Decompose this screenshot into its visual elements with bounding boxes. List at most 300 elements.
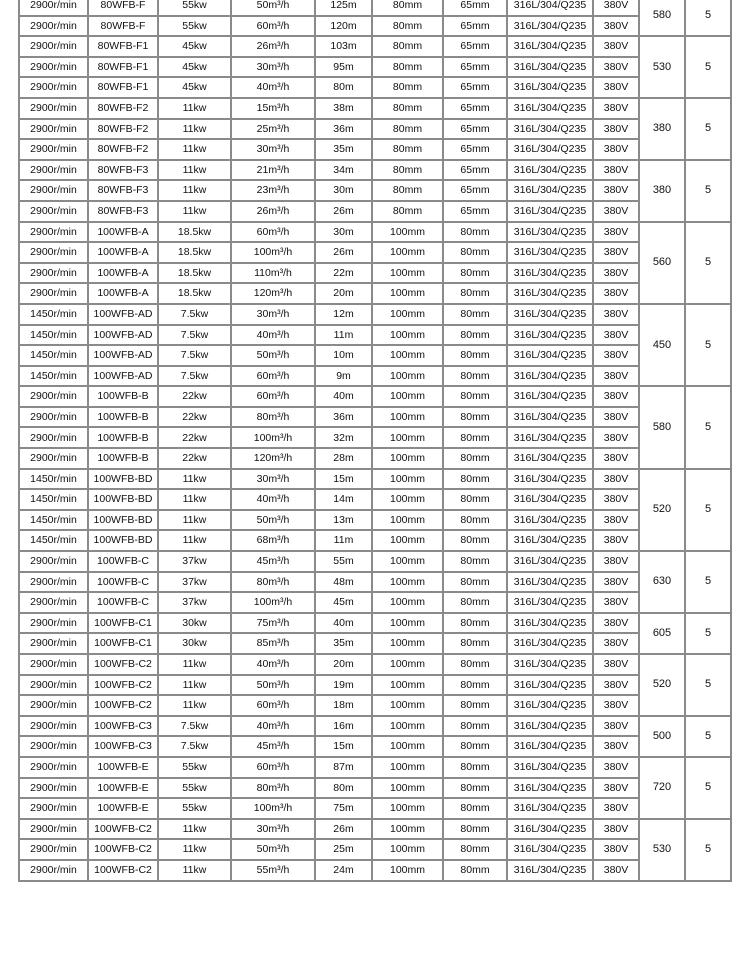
quantity-cell: 5	[685, 304, 731, 386]
quantity-cell: 5	[685, 98, 731, 160]
power-cell: 18.5kw	[158, 283, 231, 304]
head-cell: 75m	[315, 798, 372, 819]
table-row	[19, 695, 731, 716]
power-cell: 55kw	[158, 798, 231, 819]
table-row	[19, 263, 731, 284]
inlet-cell: 80mm	[372, 119, 443, 140]
head-cell: 26m	[315, 201, 372, 222]
weight-cell: 520	[639, 654, 685, 716]
outlet-cell: 65mm	[443, 77, 507, 98]
outlet-cell: 80mm	[443, 778, 507, 799]
flow-cell: 30m³/h	[231, 57, 315, 78]
model-cell: 100WFB-C2	[88, 654, 158, 675]
material-cell: 316L/304/Q235	[507, 263, 593, 284]
quantity-cell: 5	[685, 654, 731, 716]
flow-cell: 60m³/h	[231, 757, 315, 778]
outlet-cell: 80mm	[443, 613, 507, 634]
outlet-cell: 80mm	[443, 839, 507, 860]
voltage-cell: 380V	[593, 36, 639, 57]
table-row	[19, 510, 731, 531]
voltage-cell: 380V	[593, 57, 639, 78]
head-cell: 15m	[315, 736, 372, 757]
speed-cell: 2900r/min	[19, 119, 88, 140]
power-cell: 45kw	[158, 57, 231, 78]
table-row	[19, 778, 731, 799]
head-cell: 95m	[315, 57, 372, 78]
speed-cell: 2900r/min	[19, 386, 88, 407]
voltage-cell: 380V	[593, 263, 639, 284]
model-cell: 100WFB-C2	[88, 675, 158, 696]
power-cell: 55kw	[158, 757, 231, 778]
inlet-cell: 80mm	[372, 201, 443, 222]
power-cell: 11kw	[158, 489, 231, 510]
inlet-cell: 100mm	[372, 386, 443, 407]
head-cell: 11m	[315, 325, 372, 346]
power-cell: 11kw	[158, 654, 231, 675]
quantity-cell: 5	[685, 222, 731, 304]
voltage-cell: 380V	[593, 366, 639, 387]
flow-cell: 26m³/h	[231, 36, 315, 57]
material-cell: 316L/304/Q235	[507, 0, 593, 16]
model-cell: 100WFB-B	[88, 427, 158, 448]
quantity-cell: 5	[685, 469, 731, 551]
outlet-cell: 80mm	[443, 736, 507, 757]
quantity-cell: 5	[685, 160, 731, 222]
flow-cell: 25m³/h	[231, 119, 315, 140]
material-cell: 316L/304/Q235	[507, 510, 593, 531]
outlet-cell: 80mm	[443, 345, 507, 366]
head-cell: 20m	[315, 283, 372, 304]
flow-cell: 50m³/h	[231, 345, 315, 366]
speed-cell: 1450r/min	[19, 345, 88, 366]
table-row	[19, 551, 731, 572]
voltage-cell: 380V	[593, 139, 639, 160]
power-cell: 7.5kw	[158, 736, 231, 757]
model-cell: 100WFB-E	[88, 778, 158, 799]
table-row	[19, 654, 731, 675]
head-cell: 30m	[315, 222, 372, 243]
model-cell: 80WFB-F2	[88, 98, 158, 119]
table-row	[19, 119, 731, 140]
head-cell: 14m	[315, 489, 372, 510]
material-cell: 316L/304/Q235	[507, 366, 593, 387]
outlet-cell: 80mm	[443, 325, 507, 346]
material-cell: 316L/304/Q235	[507, 448, 593, 469]
speed-cell: 2900r/min	[19, 839, 88, 860]
speed-cell: 2900r/min	[19, 736, 88, 757]
head-cell: 30m	[315, 180, 372, 201]
speed-cell: 2900r/min	[19, 201, 88, 222]
quantity-cell: 5	[685, 819, 731, 881]
inlet-cell: 100mm	[372, 427, 443, 448]
outlet-cell: 80mm	[443, 304, 507, 325]
power-cell: 18.5kw	[158, 263, 231, 284]
table-row	[19, 716, 731, 737]
speed-cell: 1450r/min	[19, 325, 88, 346]
speed-cell: 2900r/min	[19, 654, 88, 675]
table-row	[19, 304, 731, 325]
model-cell: 80WFB-F1	[88, 36, 158, 57]
speed-cell: 2900r/min	[19, 77, 88, 98]
inlet-cell: 100mm	[372, 675, 443, 696]
outlet-cell: 80mm	[443, 757, 507, 778]
table-row	[19, 592, 731, 613]
head-cell: 120m	[315, 16, 372, 37]
head-cell: 40m	[315, 386, 372, 407]
voltage-cell: 380V	[593, 160, 639, 181]
model-cell: 100WFB-C2	[88, 695, 158, 716]
pump-spec-table	[18, 0, 732, 882]
flow-cell: 120m³/h	[231, 283, 315, 304]
flow-cell: 50m³/h	[231, 675, 315, 696]
outlet-cell: 65mm	[443, 160, 507, 181]
outlet-cell: 80mm	[443, 675, 507, 696]
head-cell: 40m	[315, 613, 372, 634]
inlet-cell: 80mm	[372, 160, 443, 181]
inlet-cell: 100mm	[372, 325, 443, 346]
power-cell: 11kw	[158, 695, 231, 716]
model-cell: 100WFB-AD	[88, 366, 158, 387]
material-cell: 316L/304/Q235	[507, 551, 593, 572]
material-cell: 316L/304/Q235	[507, 427, 593, 448]
material-cell: 316L/304/Q235	[507, 530, 593, 551]
head-cell: 35m	[315, 139, 372, 160]
table-row	[19, 633, 731, 654]
power-cell: 11kw	[158, 510, 231, 531]
material-cell: 316L/304/Q235	[507, 119, 593, 140]
flow-cell: 120m³/h	[231, 448, 315, 469]
weight-cell: 530	[639, 36, 685, 98]
outlet-cell: 80mm	[443, 572, 507, 593]
speed-cell: 1450r/min	[19, 530, 88, 551]
power-cell: 11kw	[158, 201, 231, 222]
power-cell: 11kw	[158, 119, 231, 140]
voltage-cell: 380V	[593, 386, 639, 407]
outlet-cell: 65mm	[443, 139, 507, 160]
speed-cell: 2900r/min	[19, 798, 88, 819]
head-cell: 11m	[315, 530, 372, 551]
model-cell: 100WFB-A	[88, 263, 158, 284]
table-row	[19, 839, 731, 860]
voltage-cell: 380V	[593, 222, 639, 243]
speed-cell: 2900r/min	[19, 551, 88, 572]
outlet-cell: 80mm	[443, 633, 507, 654]
flow-cell: 80m³/h	[231, 572, 315, 593]
power-cell: 55kw	[158, 778, 231, 799]
head-cell: 26m	[315, 819, 372, 840]
head-cell: 22m	[315, 263, 372, 284]
material-cell: 316L/304/Q235	[507, 675, 593, 696]
speed-cell: 2900r/min	[19, 695, 88, 716]
voltage-cell: 380V	[593, 839, 639, 860]
speed-cell: 2900r/min	[19, 778, 88, 799]
material-cell: 316L/304/Q235	[507, 839, 593, 860]
speed-cell: 2900r/min	[19, 633, 88, 654]
power-cell: 22kw	[158, 407, 231, 428]
outlet-cell: 80mm	[443, 592, 507, 613]
model-cell: 100WFB-BD	[88, 510, 158, 531]
material-cell: 316L/304/Q235	[507, 819, 593, 840]
table-row	[19, 798, 731, 819]
inlet-cell: 100mm	[372, 778, 443, 799]
model-cell: 80WFB-F3	[88, 160, 158, 181]
outlet-cell: 80mm	[443, 489, 507, 510]
flow-cell: 45m³/h	[231, 736, 315, 757]
quantity-cell: 5	[685, 386, 731, 468]
table-row	[19, 325, 731, 346]
outlet-cell: 65mm	[443, 0, 507, 16]
inlet-cell: 100mm	[372, 819, 443, 840]
flow-cell: 40m³/h	[231, 489, 315, 510]
model-cell: 100WFB-AD	[88, 325, 158, 346]
outlet-cell: 80mm	[443, 654, 507, 675]
weight-cell: 500	[639, 716, 685, 757]
voltage-cell: 380V	[593, 489, 639, 510]
voltage-cell: 380V	[593, 654, 639, 675]
table-row	[19, 57, 731, 78]
model-cell: 100WFB-C1	[88, 633, 158, 654]
flow-cell: 85m³/h	[231, 633, 315, 654]
voltage-cell: 380V	[593, 798, 639, 819]
material-cell: 316L/304/Q235	[507, 57, 593, 78]
inlet-cell: 80mm	[372, 77, 443, 98]
quantity-cell: 5	[685, 36, 731, 98]
speed-cell: 2900r/min	[19, 0, 88, 16]
model-cell: 80WFB-F3	[88, 201, 158, 222]
voltage-cell: 380V	[593, 819, 639, 840]
speed-cell: 2900r/min	[19, 613, 88, 634]
table-row	[19, 675, 731, 696]
model-cell: 80WFB-F1	[88, 77, 158, 98]
material-cell: 316L/304/Q235	[507, 36, 593, 57]
model-cell: 80WFB-F	[88, 16, 158, 37]
outlet-cell: 80mm	[443, 386, 507, 407]
head-cell: 26m	[315, 242, 372, 263]
outlet-cell: 80mm	[443, 469, 507, 490]
power-cell: 37kw	[158, 551, 231, 572]
material-cell: 316L/304/Q235	[507, 139, 593, 160]
voltage-cell: 380V	[593, 77, 639, 98]
power-cell: 11kw	[158, 139, 231, 160]
voltage-cell: 380V	[593, 180, 639, 201]
outlet-cell: 65mm	[443, 201, 507, 222]
material-cell: 316L/304/Q235	[507, 160, 593, 181]
head-cell: 19m	[315, 675, 372, 696]
table-row	[19, 572, 731, 593]
outlet-cell: 80mm	[443, 551, 507, 572]
power-cell: 37kw	[158, 572, 231, 593]
head-cell: 10m	[315, 345, 372, 366]
flow-cell: 45m³/h	[231, 551, 315, 572]
flow-cell: 60m³/h	[231, 16, 315, 37]
outlet-cell: 80mm	[443, 716, 507, 737]
material-cell: 316L/304/Q235	[507, 325, 593, 346]
voltage-cell: 380V	[593, 283, 639, 304]
material-cell: 316L/304/Q235	[507, 860, 593, 881]
flow-cell: 60m³/h	[231, 695, 315, 716]
inlet-cell: 100mm	[372, 839, 443, 860]
head-cell: 103m	[315, 36, 372, 57]
head-cell: 24m	[315, 860, 372, 881]
outlet-cell: 65mm	[443, 98, 507, 119]
material-cell: 316L/304/Q235	[507, 180, 593, 201]
table-row	[19, 36, 731, 57]
inlet-cell: 80mm	[372, 36, 443, 57]
head-cell: 12m	[315, 304, 372, 325]
model-cell: 80WFB-F2	[88, 119, 158, 140]
flow-cell: 110m³/h	[231, 263, 315, 284]
material-cell: 316L/304/Q235	[507, 345, 593, 366]
voltage-cell: 380V	[593, 695, 639, 716]
power-cell: 7.5kw	[158, 366, 231, 387]
inlet-cell: 100mm	[372, 613, 443, 634]
flow-cell: 60m³/h	[231, 386, 315, 407]
pump-spec-table-container	[18, 0, 730, 980]
inlet-cell: 100mm	[372, 345, 443, 366]
material-cell: 316L/304/Q235	[507, 572, 593, 593]
material-cell: 316L/304/Q235	[507, 16, 593, 37]
voltage-cell: 380V	[593, 469, 639, 490]
head-cell: 38m	[315, 98, 372, 119]
inlet-cell: 100mm	[372, 263, 443, 284]
head-cell: 20m	[315, 654, 372, 675]
model-cell: 80WFB-F2	[88, 139, 158, 160]
speed-cell: 2900r/min	[19, 448, 88, 469]
speed-cell: 2900r/min	[19, 98, 88, 119]
material-cell: 316L/304/Q235	[507, 757, 593, 778]
inlet-cell: 80mm	[372, 180, 443, 201]
model-cell: 100WFB-A	[88, 222, 158, 243]
outlet-cell: 80mm	[443, 366, 507, 387]
outlet-cell: 80mm	[443, 263, 507, 284]
weight-cell: 380	[639, 160, 685, 222]
material-cell: 316L/304/Q235	[507, 386, 593, 407]
quantity-cell: 5	[685, 613, 731, 654]
flow-cell: 30m³/h	[231, 819, 315, 840]
weight-cell: 530	[639, 819, 685, 881]
power-cell: 18.5kw	[158, 222, 231, 243]
voltage-cell: 380V	[593, 551, 639, 572]
model-cell: 100WFB-C1	[88, 613, 158, 634]
flow-cell: 60m³/h	[231, 222, 315, 243]
power-cell: 7.5kw	[158, 716, 231, 737]
head-cell: 45m	[315, 592, 372, 613]
power-cell: 11kw	[158, 98, 231, 119]
model-cell: 100WFB-E	[88, 757, 158, 778]
flow-cell: 30m³/h	[231, 304, 315, 325]
outlet-cell: 80mm	[443, 510, 507, 531]
flow-cell: 30m³/h	[231, 469, 315, 490]
outlet-cell: 80mm	[443, 530, 507, 551]
table-row	[19, 0, 731, 16]
head-cell: 125m	[315, 0, 372, 16]
weight-cell: 560	[639, 222, 685, 304]
speed-cell: 1450r/min	[19, 304, 88, 325]
power-cell: 7.5kw	[158, 345, 231, 366]
voltage-cell: 380V	[593, 716, 639, 737]
flow-cell: 100m³/h	[231, 427, 315, 448]
voltage-cell: 380V	[593, 427, 639, 448]
flow-cell: 55m³/h	[231, 860, 315, 881]
flow-cell: 75m³/h	[231, 613, 315, 634]
model-cell: 100WFB-C2	[88, 839, 158, 860]
flow-cell: 80m³/h	[231, 407, 315, 428]
flow-cell: 100m³/h	[231, 798, 315, 819]
flow-cell: 68m³/h	[231, 530, 315, 551]
head-cell: 36m	[315, 119, 372, 140]
power-cell: 22kw	[158, 386, 231, 407]
table-row	[19, 222, 731, 243]
material-cell: 316L/304/Q235	[507, 283, 593, 304]
power-cell: 22kw	[158, 448, 231, 469]
material-cell: 316L/304/Q235	[507, 201, 593, 222]
voltage-cell: 380V	[593, 613, 639, 634]
power-cell: 30kw	[158, 613, 231, 634]
voltage-cell: 380V	[593, 98, 639, 119]
voltage-cell: 380V	[593, 510, 639, 531]
material-cell: 316L/304/Q235	[507, 778, 593, 799]
head-cell: 9m	[315, 366, 372, 387]
inlet-cell: 80mm	[372, 16, 443, 37]
outlet-cell: 80mm	[443, 448, 507, 469]
quantity-cell: 5	[685, 0, 731, 36]
power-cell: 11kw	[158, 839, 231, 860]
table-row	[19, 366, 731, 387]
inlet-cell: 100mm	[372, 489, 443, 510]
model-cell: 100WFB-E	[88, 798, 158, 819]
voltage-cell: 380V	[593, 448, 639, 469]
inlet-cell: 80mm	[372, 0, 443, 16]
flow-cell: 100m³/h	[231, 242, 315, 263]
weight-cell: 630	[639, 551, 685, 613]
inlet-cell: 100mm	[372, 366, 443, 387]
voltage-cell: 380V	[593, 860, 639, 881]
speed-cell: 2900r/min	[19, 407, 88, 428]
outlet-cell: 80mm	[443, 222, 507, 243]
head-cell: 15m	[315, 469, 372, 490]
model-cell: 80WFB-F1	[88, 57, 158, 78]
table-row	[19, 469, 731, 490]
outlet-cell: 65mm	[443, 57, 507, 78]
model-cell: 100WFB-C3	[88, 716, 158, 737]
head-cell: 35m	[315, 633, 372, 654]
speed-cell: 1450r/min	[19, 510, 88, 531]
voltage-cell: 380V	[593, 736, 639, 757]
model-cell: 100WFB-AD	[88, 304, 158, 325]
outlet-cell: 80mm	[443, 242, 507, 263]
table-row	[19, 530, 731, 551]
speed-cell: 2900r/min	[19, 283, 88, 304]
flow-cell: 26m³/h	[231, 201, 315, 222]
speed-cell: 2900r/min	[19, 860, 88, 881]
model-cell: 100WFB-A	[88, 283, 158, 304]
table-row	[19, 736, 731, 757]
outlet-cell: 80mm	[443, 860, 507, 881]
voltage-cell: 380V	[593, 572, 639, 593]
power-cell: 7.5kw	[158, 304, 231, 325]
inlet-cell: 100mm	[372, 222, 443, 243]
power-cell: 55kw	[158, 0, 231, 16]
inlet-cell: 100mm	[372, 860, 443, 881]
speed-cell: 1450r/min	[19, 489, 88, 510]
model-cell: 100WFB-BD	[88, 469, 158, 490]
table-row	[19, 489, 731, 510]
table-row	[19, 16, 731, 37]
power-cell: 11kw	[158, 860, 231, 881]
voltage-cell: 380V	[593, 242, 639, 263]
model-cell: 100WFB-AD	[88, 345, 158, 366]
outlet-cell: 65mm	[443, 16, 507, 37]
